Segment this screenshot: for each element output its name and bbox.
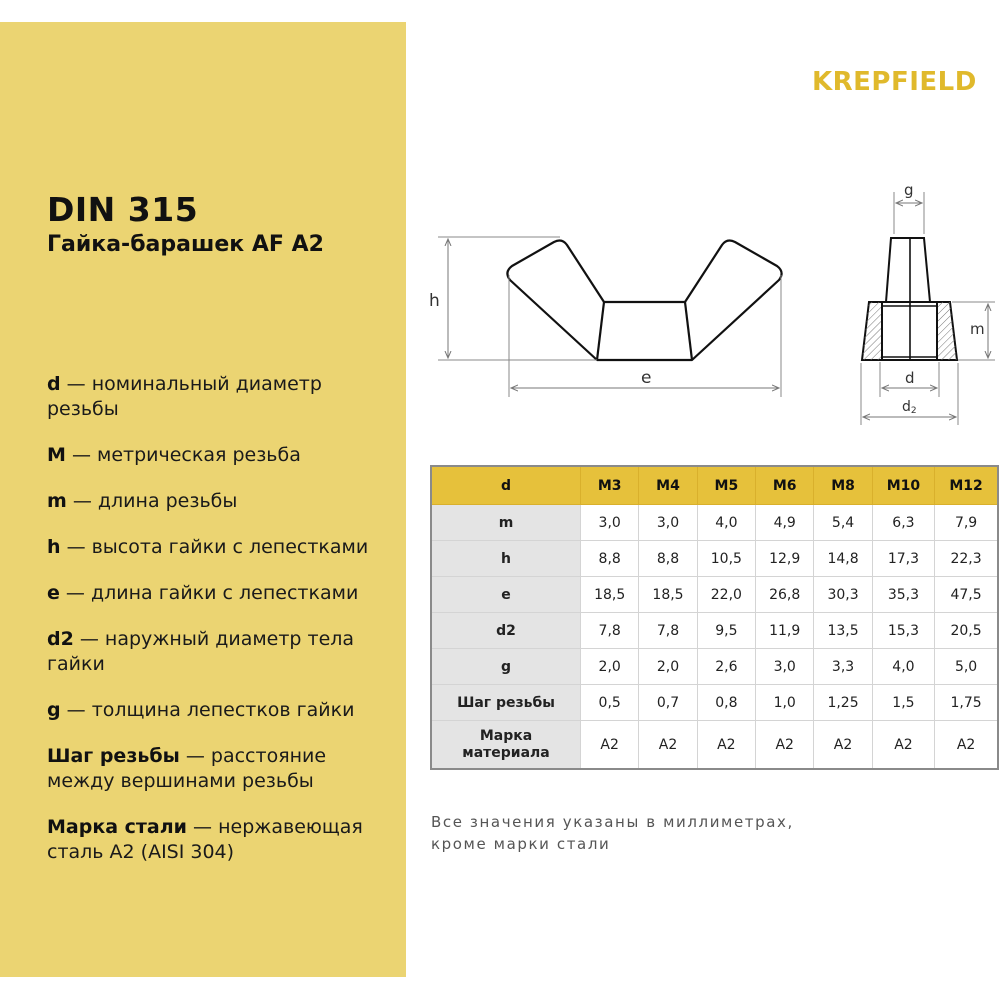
row-label-line: материала — [462, 744, 550, 761]
definition-term: e — [47, 582, 60, 604]
table-cell: 0,8 — [697, 685, 755, 721]
table-cell: 0,5 — [581, 685, 639, 721]
table-cell: 35,3 — [872, 577, 934, 613]
table-cell: 7,8 — [581, 613, 639, 649]
row-label: m — [431, 505, 581, 541]
table-header-cell: M8 — [814, 466, 872, 505]
table-cell: 11,9 — [756, 613, 814, 649]
label-e: e — [641, 368, 652, 388]
table-row — [431, 541, 998, 577]
definition-term: m — [47, 490, 67, 512]
table-cell: A2 — [872, 721, 934, 770]
dimension-g — [894, 181, 924, 234]
table-row — [431, 577, 998, 613]
definition-term: Шаг резьбы — [47, 745, 180, 767]
table-cell: 9,5 — [697, 613, 755, 649]
dimension-h — [429, 237, 597, 360]
table-cell: 18,5 — [639, 577, 697, 613]
table-cell: 0,7 — [639, 685, 697, 721]
definition-term: d — [47, 373, 61, 395]
table-row — [431, 613, 998, 649]
table-cell: A2 — [697, 721, 755, 770]
wing-nut-side-view — [862, 238, 957, 360]
table-cell: 22,0 — [697, 577, 755, 613]
units-note-line: Все значения указаны в миллиметрах, — [431, 813, 794, 831]
table-cell: A2 — [639, 721, 697, 770]
table-cell: A2 — [581, 721, 639, 770]
table-cell: 14,8 — [814, 541, 872, 577]
table-header-cell: M3 — [581, 466, 639, 505]
table-cell: 30,3 — [814, 577, 872, 613]
definition-text: — длина резьбы — [66, 490, 238, 512]
table-header-cell: M4 — [639, 466, 697, 505]
table-cell: 4,0 — [697, 505, 755, 541]
definition-term: d2 — [47, 628, 74, 650]
table-cell: 1,5 — [872, 685, 934, 721]
label-d2: d2 — [902, 399, 917, 416]
row-label — [431, 721, 581, 770]
table-cell: 1,75 — [935, 685, 998, 721]
row-label-line: Марка — [479, 727, 533, 744]
dimension-m — [952, 302, 995, 360]
units-note — [431, 811, 851, 855]
units-note-line: кроме марки стали — [431, 835, 611, 853]
table-header-cell: d — [431, 466, 581, 505]
table-cell: 8,8 — [581, 541, 639, 577]
table-cell: 4,0 — [872, 649, 934, 685]
table-cell: A2 — [756, 721, 814, 770]
definition-text: — наружный диаметр тела гайки — [47, 628, 355, 675]
table-row — [431, 721, 998, 770]
row-label: d2 — [431, 613, 581, 649]
row-label: g — [431, 649, 581, 685]
label-h: h — [429, 291, 440, 311]
table-cell: 10,5 — [697, 541, 755, 577]
row-label: e — [431, 577, 581, 613]
definition-text: — высота гайки с лепестками — [60, 536, 369, 558]
row-label: Шаг резьбы — [431, 685, 581, 721]
definition-text: — номинальный диаметр резьбы — [47, 373, 322, 420]
definition-term: M — [47, 444, 66, 466]
table-cell: 17,3 — [872, 541, 934, 577]
brand-logo: KREPFIELD — [812, 67, 977, 97]
table-cell: 6,3 — [872, 505, 934, 541]
table-cell: A2 — [814, 721, 872, 770]
table-cell: 3,0 — [581, 505, 639, 541]
table-cell: 3,3 — [814, 649, 872, 685]
table-cell: 1,25 — [814, 685, 872, 721]
label-g: g — [904, 181, 914, 199]
dimension-e — [509, 275, 781, 397]
page-title: DIN 315 — [47, 190, 199, 229]
table-cell: 2,6 — [697, 649, 755, 685]
table-row — [431, 685, 998, 721]
table-header-cell: M5 — [697, 466, 755, 505]
definition-text: — расстояние между вершинами резьбы — [47, 745, 327, 792]
row-label: h — [431, 541, 581, 577]
table-cell: 7,8 — [639, 613, 697, 649]
wing-nut-front-view — [507, 241, 781, 360]
definition-text: — толщина лепестков гайки — [60, 699, 355, 721]
table-cell: 1,0 — [756, 685, 814, 721]
definition-term: g — [47, 699, 61, 721]
table-cell: 20,5 — [935, 613, 998, 649]
table-cell: 3,0 — [639, 505, 697, 541]
definition-text: — метрическая резьба — [65, 444, 301, 466]
label-d: d — [905, 369, 915, 387]
table-cell: 5,4 — [814, 505, 872, 541]
dimension-d — [880, 362, 939, 397]
label-m: m — [970, 320, 985, 338]
table-cell: 3,0 — [756, 649, 814, 685]
definition-term: h — [47, 536, 61, 558]
table-row — [431, 649, 998, 685]
table-cell: 22,3 — [935, 541, 998, 577]
table-cell: 8,8 — [639, 541, 697, 577]
spec-table — [430, 465, 999, 770]
wing-nut-outline — [507, 241, 781, 360]
table-cell: 18,5 — [581, 577, 639, 613]
table-cell: 26,8 — [756, 577, 814, 613]
table-cell: 47,5 — [935, 577, 998, 613]
page-subtitle: Гайка-барашек AF A2 — [47, 232, 324, 257]
table-cell: A2 — [935, 721, 998, 770]
table-cell: 12,9 — [756, 541, 814, 577]
table-header-cell: M10 — [872, 466, 934, 505]
table-cell: 7,9 — [935, 505, 998, 541]
table-cell: 13,5 — [814, 613, 872, 649]
table-cell: 5,0 — [935, 649, 998, 685]
table-cell: 2,0 — [581, 649, 639, 685]
table-cell: 4,9 — [756, 505, 814, 541]
table-header-cell: M12 — [935, 466, 998, 505]
definition-text: — длина гайки с лепестками — [59, 582, 359, 604]
table-header-row — [431, 466, 998, 505]
definition-term: Марка стали — [47, 816, 187, 838]
table-header-cell: M6 — [756, 466, 814, 505]
definition-text: — нержавеющая сталь A2 (AISI 304) — [47, 816, 363, 863]
table-row — [431, 505, 998, 541]
table-cell: 15,3 — [872, 613, 934, 649]
table-cell: 2,0 — [639, 649, 697, 685]
